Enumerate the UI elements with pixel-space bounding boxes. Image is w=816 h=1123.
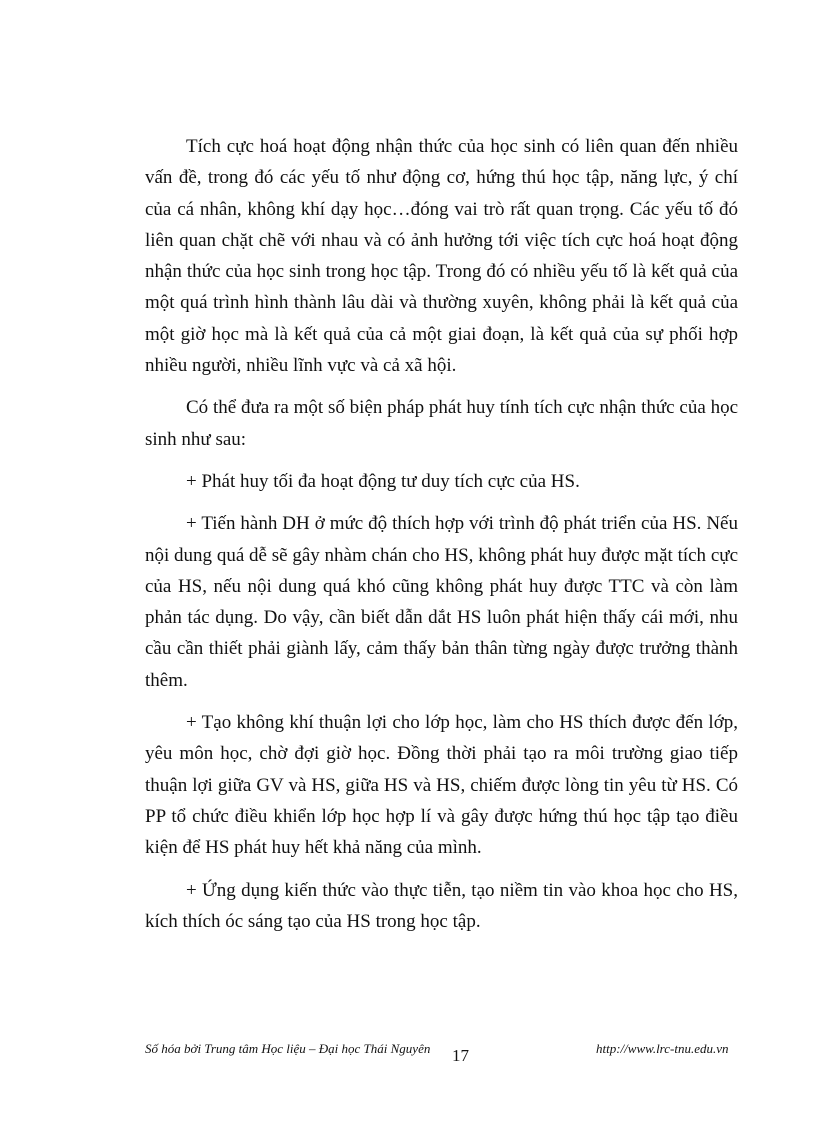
paragraph-measure-2: + Tiến hành DH ở mức độ thích hợp với trình độ phát triển của HS. Nếu nội dung quá dễ sẽ gây nhàm chán cho HS, không phát huy được mặt tích cực của HS, nếu nội dung quá khó cũng không phát huy được TTC và còn làm phản tác dụng. Do vậy, cần biết dẫn dắt HS luôn phát hiện thấy cái mới, nhu cầu cần thiết phải giành lấy, cảm thấy bản thân từng ngày được trưởng thành thêm. bbox=[145, 513, 738, 691]
paragraph-measure-4: + Ứng dụng kiến thức vào thực tiễn, tạo niềm tin vào khoa học cho HS, kích thích óc sáng tạo của HS trong học tập. bbox=[145, 879, 738, 932]
footer-url: http://www.lrc-tnu.edu.vn bbox=[596, 1041, 729, 1056]
page-footer bbox=[0, 1040, 816, 1070]
footer-source-credit: Số hóa bởi Trung tâm Học liệu – Đại học Thái Nguyên bbox=[145, 1041, 431, 1056]
paragraph-measures-intro: Có thể đưa ra một số biện pháp phát huy tính tích cực nhận thức của học sinh như sau: bbox=[145, 397, 738, 450]
page-body bbox=[145, 131, 738, 937]
paragraph-measure-3: + Tạo không khí thuận lợi cho lớp học, làm cho HS thích được đến lớp, yêu môn học, chờ đợi giờ học. Đồng thời phải tạo ra môi trường giao tiếp thuận lợi giữa GV và HS, giữa HS và HS, chiếm được lòng tin yêu từ HS. Có PP tổ chức điều khiển lớp học hợp lí và gây được hứng thú học tập tạo điều kiện để HS phát huy hết khả năng của mình. bbox=[145, 712, 738, 859]
page-number: 17 bbox=[452, 1046, 469, 1065]
paragraph-measure-1: + Phát huy tối đa hoạt động tư duy tích cực của HS. bbox=[186, 470, 580, 492]
paragraph-intro: Tích cực hoá hoạt động nhận thức của học sinh có liên quan đến nhiều vấn đề, trong đó các yếu tố như động cơ, hứng thú học tập, năng lực, ý chí của cá nhân, không khí dạy học…đóng vai trò rất quan trọng. Các yếu tố đó liên quan chặt chẽ với nhau và có ảnh hưởng tới việc tích cực hoá hoạt động nhận thức của học sinh trong học tập. Trong đó có nhiều yếu tố là kết quả của một quá trình hình thành lâu dài và thường xuyên, không phải là kết quả của một giờ học mà là kết quả của cả một giai đoạn, là kết quả của sự phối hợp nhiều người, nhiều lĩnh vực và cả xã hội. bbox=[145, 136, 738, 377]
